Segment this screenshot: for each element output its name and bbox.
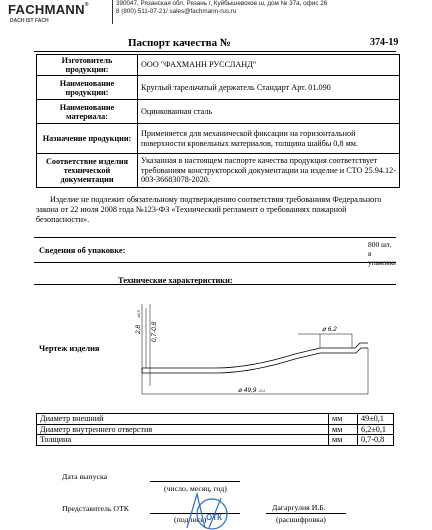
dim-outer-text-wrap: ⌀ 49,9 -0,1 [238,387,266,394]
table-row [37,55,400,76]
document-number: 374-19 [370,37,399,48]
row-label: Наименование продукции: [37,76,138,100]
otk-label: Представитель ОТК [62,504,129,513]
row-label: Изготовитель продукции: [37,55,138,76]
otk-stamp [183,488,241,530]
packaging-value: 800 шт. в [368,240,392,258]
dim-outer-text: 49,9 [243,387,257,394]
document-title: Паспорт качества № [128,37,231,49]
row-label: Назначение продукции: [37,124,138,154]
fire-safety-note: Изделие не подлежит обязательному подтверждению соответствия требованиям Федерального закона от 22 июля 2008 года №123-ФЗ «Технический регламент о требованиях пожарной безопасности». [36,195,382,224]
packaging-label: Сведения об упаковке: [39,246,126,255]
dim-name: Диаметр внутреннего отверстия [37,424,329,435]
company-contacts: 8 (800) 511-07-21/ sales@fachmann-rus.ru [116,8,237,15]
table-row [37,100,400,124]
table-row [37,435,394,446]
stamp-text: ОТК [206,513,222,522]
dim-unit: мм [329,414,358,425]
dim-hole-text-wrap: ⌀ 6,2 [322,326,337,333]
table-row [37,124,400,154]
dim-value: 0,7-0,8 [358,435,394,446]
dim-name: Диаметр внешний [37,414,329,425]
info-table [36,54,400,188]
row-label: Соответствие изделия технической документации [37,154,138,188]
signer-name-line [266,513,346,514]
dim-height-tol: ±0,3 [136,310,141,318]
issue-date-label: Дата выпуска [62,472,108,481]
washer-profile-bottom [142,348,368,373]
dim-unit: мм [329,435,358,446]
dim-outer-tol: -0,1 [258,388,266,393]
dim-value: 49±0,1 [358,414,394,425]
dimensions-table [36,413,394,446]
packaging-rule-bottom [34,262,396,263]
logo-trademark: ® [84,2,89,8]
row-value: Оцинкованная сталь [138,100,400,124]
dim-thickness-text: 0,7-0,8 [151,321,158,342]
row-value: ООО "ФАХМАНН РУССЛАНД" [138,55,400,76]
row-value: Указанная в настоящем паспорте качества продукция соответствует требованиям конструкторской документации на изделие и СТО 25.94.12-003-36683078-2020. [138,154,400,188]
signer-name: Дагаргулия И.Б. [272,503,326,512]
row-value: Применяется для механической фиксации на горизонтальной поверхности кровельных материалов, толщина шайбы 0,8 мм. [138,124,400,154]
dim-value: 6,2±0,1 [358,424,394,435]
dim-name: Толщина [37,435,329,446]
packaging-rule-top [34,237,396,238]
dim-height-text: 2,8 [135,324,142,334]
table-row [37,424,394,435]
stamp-stroke [187,494,205,528]
header-divider [112,0,113,24]
row-value: Круглый тарельчатый держатель Стандарт Арт. 01.090 [138,76,400,100]
company-logo [8,2,104,24]
issue-date-line [150,481,240,482]
drawing-label: Чертеж изделия [39,344,100,353]
logo-tagline: DACH IST FACH [10,18,49,24]
company-address-block [116,0,327,16]
issue-date-caption: (число, месяц, год) [164,484,227,493]
row-label: Наименование материала: [37,100,138,124]
decode-caption: (расшифровка) [276,515,326,524]
signature-caption: (подпись) [174,515,207,524]
logo-brand: FACHMANN [8,2,85,17]
tech-title: Технические характеристики: [118,276,233,285]
title-rule [34,51,396,52]
washer-profile-top [142,343,368,368]
table-row [37,414,394,425]
washer-drawing [120,290,390,408]
dim-unit: мм [329,424,358,435]
table-row [37,154,400,188]
table-row [37,76,400,100]
company-address: 390047, Рязанская обл, Рязань г, Куйбышевское ш, дом № 37а, офис 26 [116,0,328,7]
dim-hole-text: 6,2 [327,326,337,333]
